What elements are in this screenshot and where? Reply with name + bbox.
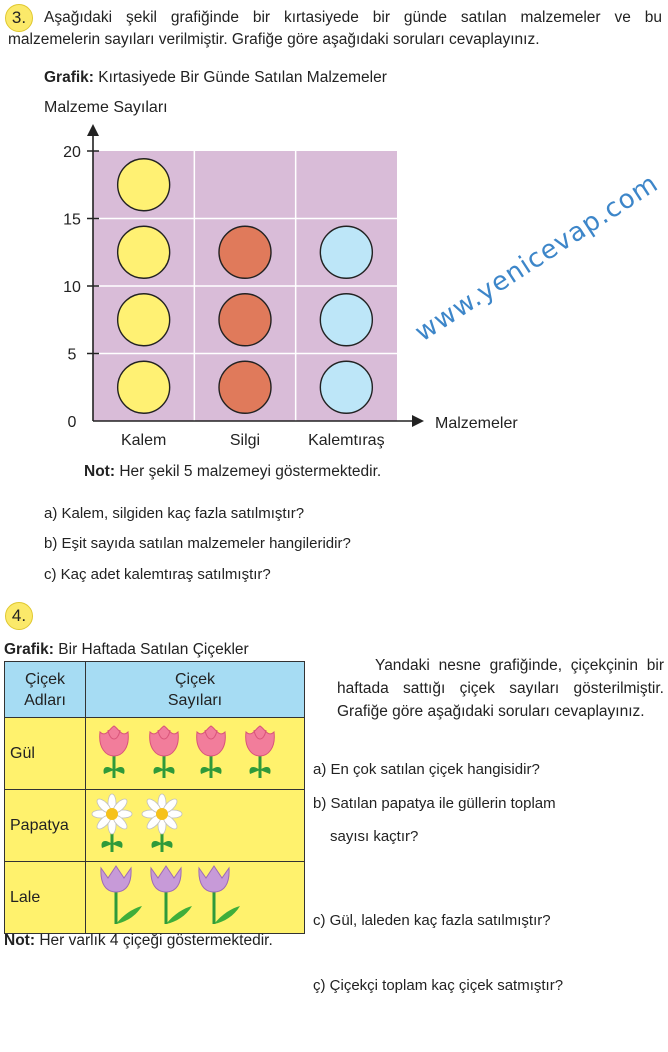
x-tick-label: Silgi	[229, 432, 261, 449]
tulip-row	[86, 862, 304, 928]
q3-question-a: a) Kalem, silgiden kaç fazla satılmıştır?	[44, 505, 305, 522]
q4-question-b-line1: b) Satılan papatya ile güllerin toplam	[313, 795, 556, 812]
rose-row	[86, 718, 304, 784]
tulip-icon	[151, 866, 192, 924]
y-tick-label: 20	[63, 144, 81, 161]
chart-symbol-kalem	[118, 294, 170, 346]
chart-symbol-kalem	[118, 226, 170, 278]
q4-question-c: c) Gül, laleden kaç fazla satılmıştır?	[313, 912, 551, 929]
question-4-badge: 4.	[5, 602, 33, 630]
q4-graph-title: Grafik: Bir Haftada Satılan Çiçekler	[4, 641, 249, 658]
chart-symbol-silgi	[219, 226, 271, 278]
question-3-badge: 3.	[5, 4, 33, 32]
row-cell-papatya	[86, 790, 305, 862]
x-tick-labels	[121, 432, 385, 449]
rose-icon	[197, 726, 226, 778]
x-axis-arrow	[412, 415, 424, 427]
q4-note: Not: Her varlık 4 çiçeği göstermektedir.	[4, 932, 273, 949]
row-label-gul: Gül	[5, 718, 86, 790]
chart-symbol-silgi	[219, 294, 271, 346]
chart-symbol-kalem	[118, 159, 170, 211]
y-tick-label: 10	[63, 279, 81, 296]
daisy-icon	[142, 794, 182, 852]
x-tick-label: Kalem	[120, 432, 167, 449]
x-axis-label: Malzemeler	[435, 415, 518, 432]
q4-question-cc: ç) Çiçekçi toplam kaç çiçek satmıştır?	[313, 977, 564, 994]
col-header-counts: Çiçek Sayıları	[86, 662, 305, 718]
x-tick-label: Kalemtıraş	[308, 432, 385, 449]
daisy-row	[86, 790, 304, 856]
chart-symbol-kalemtıraş	[320, 361, 372, 413]
rose-icon	[150, 726, 179, 778]
q3-question-c: c) Kaç adet kalemtıraş satılmıştır?	[44, 566, 271, 583]
rose-icon	[100, 726, 129, 778]
flower-pictograph-table	[4, 661, 305, 934]
chart-symbol-kalemtıraş	[320, 294, 372, 346]
q4-intro: Yandaki nesne grafiğinde, çiçekçinin bir haftada sattığı çiçek sayıları gösterilmiştir. Grafiğe göre aşağıdaki soruları cevaplayınız.	[337, 657, 664, 720]
q4-question-b-line2: sayısı kaçtır?	[330, 828, 419, 845]
chart-symbol-kalem	[118, 361, 170, 413]
q4-question-a: a) En çok satılan çiçek hangisidir?	[313, 761, 540, 778]
col-header-names: Çiçek Adları	[5, 662, 86, 718]
chart-symbol-silgi	[219, 361, 271, 413]
material-pictograph-chart	[0, 90, 560, 460]
row-cell-lale	[86, 862, 305, 934]
y-tick-label: 5	[67, 346, 77, 364]
row-label-papatya: Papatya	[5, 790, 86, 862]
tulip-icon	[199, 866, 240, 924]
chart-symbol-kalemtıraş	[320, 226, 372, 278]
rose-icon	[246, 726, 275, 778]
y-axis-label: Malzeme Sayıları	[44, 99, 168, 116]
q3-note: Not: Her şekil 5 malzemeyi göstermektedir.	[84, 463, 382, 480]
row-label-lale: Lale	[5, 862, 86, 934]
y-tick-label: 15	[63, 211, 81, 229]
daisy-icon	[92, 794, 132, 852]
question-3-intro: Aşağıdaki şekil grafiğinde bir kırtasiyede bir günde satılan malzemeler ve bu malzemelerin sayıları verilmiştir. Grafiğe göre aşağıdaki soruları cevaplayınız.	[8, 9, 662, 48]
y-axis-arrow	[87, 124, 99, 136]
q3-question-b: b) Eşit sayıda satılan malzemeler hangileridir?	[44, 535, 351, 552]
row-cell-gul	[86, 718, 305, 790]
tulip-icon	[101, 866, 142, 924]
y-tick-label: 0	[67, 414, 77, 431]
chart-title-line: Grafik: Kırtasiyede Bir Günde Satılan Malzemeler	[44, 69, 387, 86]
watermark-text: www.yenicevap.com	[409, 168, 664, 348]
